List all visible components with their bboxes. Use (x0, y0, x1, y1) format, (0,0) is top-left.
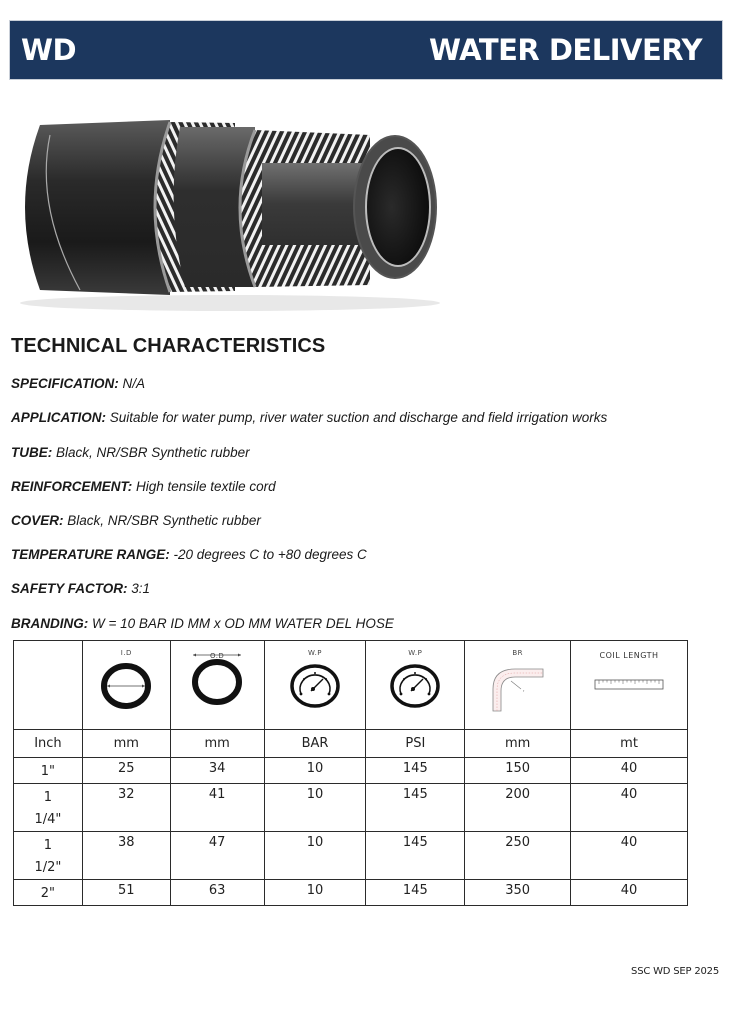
hose-cross-section-icon (0, 95, 500, 320)
unit-cell: BAR (264, 730, 366, 758)
bar-cell: 10 (264, 758, 366, 784)
spec-label: TEMPERATURE RANGE: (11, 547, 170, 562)
spec-reinforcement (11, 479, 276, 494)
inch-size-fraction: 1/2" (34, 860, 62, 875)
spec-cover (11, 513, 261, 528)
section-title: TECHNICAL CHARACTERISTICS (11, 335, 326, 357)
svg-text:r: r (522, 688, 525, 693)
unit-cell: mt (571, 730, 688, 758)
spec-label: REINFORCEMENT: (11, 479, 133, 494)
spec-safety-factor (11, 581, 150, 596)
br-label: BR (512, 649, 524, 657)
inch-size-whole: 1 (43, 838, 53, 853)
wp-label: W.P (408, 649, 423, 657)
psi-cell: 145 (366, 880, 465, 906)
outer-diameter-icon (189, 657, 245, 707)
od-label: O.D (209, 652, 225, 660)
od-cell: 34 (170, 758, 264, 784)
spec-value: Black, NR/SBR Synthetic rubber (67, 513, 261, 528)
unit-cell: PSI (366, 730, 465, 758)
spec-value: -20 degrees C to +80 degrees C (173, 547, 367, 562)
spec-value: W = 10 BAR ID MM x OD MM WATER DEL HOSE (92, 616, 394, 631)
table-row (14, 758, 688, 784)
bar-cell: 10 (264, 880, 366, 906)
br-cell: 350 (465, 880, 571, 906)
spec-label: SPECIFICATION: (11, 376, 119, 391)
id-cell: 51 (82, 880, 170, 906)
spec-value: N/A (122, 376, 146, 391)
coil-length-label: COIL LENGTH (599, 651, 659, 660)
od-cell: 47 (170, 832, 264, 880)
product-code: WD (21, 33, 77, 67)
spec-value: Black, NR/SBR Synthetic rubber (56, 445, 250, 460)
bend-radius-icon (483, 661, 553, 713)
coil-cell: 40 (571, 832, 688, 880)
table-row (14, 784, 688, 832)
unit-cell: mm (170, 730, 264, 758)
wp-bar-header-cell (264, 641, 366, 730)
inch-size: 1" (40, 764, 56, 779)
spec-label: APPLICATION: (11, 410, 106, 425)
unit-cell: Inch (14, 730, 83, 758)
spec-branding (11, 616, 394, 631)
inch-size: 2" (40, 886, 56, 901)
spec-tube (11, 445, 250, 460)
spec-specification (11, 376, 145, 391)
spec-value: 3:1 (131, 581, 151, 596)
spec-application (11, 410, 607, 425)
size-table (13, 640, 688, 906)
inch-cell (14, 880, 83, 906)
psi-cell: 145 (366, 784, 465, 832)
inner-diameter-icon (98, 661, 154, 711)
spec-label: BRANDING: (11, 616, 89, 631)
spec-label: COVER: (11, 513, 64, 528)
br-cell: 200 (465, 784, 571, 832)
icon-header-row (14, 641, 688, 730)
br-cell: 150 (465, 758, 571, 784)
spec-temperature-range (11, 547, 367, 562)
coil-cell: 40 (571, 758, 688, 784)
id-header-cell (82, 641, 170, 730)
id-cell: 25 (82, 758, 170, 784)
unit-row (14, 730, 688, 758)
unit-cell: mm (82, 730, 170, 758)
id-cell: 32 (82, 784, 170, 832)
spec-value: High tensile textile cord (136, 479, 276, 494)
table-row (14, 880, 688, 906)
wp-label: W.P (307, 649, 323, 657)
psi-cell: 145 (366, 758, 465, 784)
id-cell: 38 (82, 832, 170, 880)
spec-value: Suitable for water pump, river water suction and discharge and field irrigation works (109, 410, 608, 425)
inch-size-fraction: 1/4" (34, 812, 62, 827)
wp-psi-header-cell (366, 641, 465, 730)
table-row (14, 832, 688, 880)
id-label: I.D (120, 649, 132, 657)
header-bar (9, 20, 723, 80)
br-header-cell (465, 641, 571, 730)
empty-header-cell (14, 641, 83, 730)
bar-cell: 10 (264, 832, 366, 880)
ruler-icon (593, 678, 665, 718)
coil-cell: 40 (571, 784, 688, 832)
bar-cell: 10 (264, 784, 366, 832)
od-cell: 63 (170, 880, 264, 906)
coil-cell: 40 (571, 880, 688, 906)
pressure-gauge-icon (287, 661, 343, 711)
pressure-gauge-icon (387, 661, 443, 711)
coil-length-header-cell (571, 641, 688, 730)
od-header-cell (170, 641, 264, 730)
spec-label: TUBE: (11, 445, 53, 460)
psi-cell: 145 (366, 832, 465, 880)
od-cell: 41 (170, 784, 264, 832)
inch-cell (14, 832, 83, 880)
product-title: WATER DELIVERY (428, 33, 702, 67)
document-code: SSC WD SEP 2025 (631, 966, 719, 977)
inch-size-whole: 1 (43, 790, 53, 805)
spec-label: SAFETY FACTOR: (11, 581, 128, 596)
unit-cell: mm (465, 730, 571, 758)
inch-cell (14, 784, 83, 832)
inch-cell (14, 758, 83, 784)
br-cell: 250 (465, 832, 571, 880)
